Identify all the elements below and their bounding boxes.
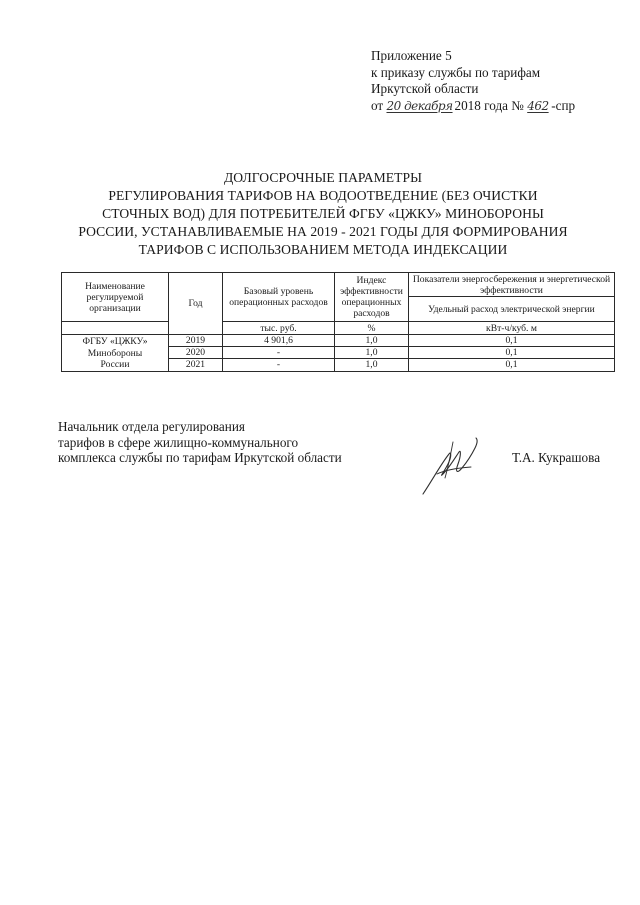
cell-index: 1,0	[335, 335, 409, 347]
cell-base: -	[223, 347, 335, 359]
cell-energy: 0,1	[409, 359, 615, 371]
signer-name: Т.А. Кукрашова	[512, 450, 601, 465]
unit-energy: кВт-ч/куб. м	[409, 322, 615, 335]
document-title	[58, 169, 588, 259]
appendix-date-line	[371, 98, 626, 115]
cell-index: 1,0	[335, 347, 409, 359]
handwritten-order-number: 462	[527, 98, 549, 113]
position-line-1: Начальник отдела регулирования	[58, 419, 245, 434]
header-energy-group: Показатели энергосбережения и энергетической эффективности	[409, 273, 615, 297]
parameters-table-wrapper	[61, 272, 614, 372]
appendix-region: Иркутской области	[371, 81, 479, 96]
position-line-3: комплекса службы по тарифам Иркутской области	[58, 450, 342, 465]
unit-org-empty	[62, 322, 169, 335]
table-row	[62, 335, 615, 347]
appendix-number-suffix: -спр	[551, 97, 576, 113]
org-name-line: ФГБУ «ЦЖКУ»	[82, 336, 148, 347]
header-year: Год	[169, 273, 223, 335]
unit-index: %	[335, 322, 409, 335]
cell-year: 2021	[169, 359, 223, 371]
cell-energy: 0,1	[409, 335, 615, 347]
appendix-block	[371, 48, 626, 114]
appendix-date-prefix: от	[371, 97, 384, 113]
cell-energy: 0,1	[409, 347, 615, 359]
cell-index: 1,0	[335, 359, 409, 371]
signature-icon	[415, 434, 490, 499]
header-base-level: Базовый уровень операционных расходов	[223, 273, 335, 322]
cell-base: -	[223, 359, 335, 371]
title-line-5: ТАРИФОВ С ИСПОЛЬЗОВАНИЕМ МЕТОДА ИНДЕКСАЦИИ	[138, 242, 508, 257]
signatory-position	[58, 419, 398, 466]
cell-year: 2020	[169, 347, 223, 359]
title-line-2: РЕГУЛИРОВАНИЯ ТАРИФОВ НА ВОДООТВЕДЕНИЕ (БЕЗ ОЧИСТКИ	[108, 188, 538, 203]
title-line-3: СТОЧНЫХ ВОД) ДЛЯ ПОТРЕБИТЕЛЕЙ ФГБУ «ЦЖКУ» МИНОБОРОНЫ	[102, 206, 544, 221]
parameters-table	[61, 272, 615, 372]
title-line-4: РОССИИ, УСТАНАВЛИВАЕМЫЕ НА 2019 - 2021 ГОДЫ ДЛЯ ФОРМИРОВАНИЯ	[78, 224, 568, 239]
cell-year: 2019	[169, 335, 223, 347]
org-name-cell	[62, 335, 169, 372]
header-efficiency-index: Индекс эффективности операционных расходов	[335, 273, 409, 322]
header-org: Наименование регулируемой организации	[62, 273, 169, 322]
unit-base: тыс. руб.	[223, 322, 335, 335]
handwritten-date: 20 декабря	[386, 98, 453, 113]
org-name-line: России	[100, 359, 130, 370]
cell-base: 4 901,6	[223, 335, 335, 347]
header-energy-consumption: Удельный расход электрической энергии	[409, 297, 615, 322]
appendix-number: Приложение 5	[371, 48, 452, 63]
appendix-order-ref: к приказу службы по тарифам	[371, 64, 541, 80]
position-line-2: тарифов в сфере жилищно-коммунального	[58, 434, 299, 450]
title-line-1: ДОЛГОСРОЧНЫЕ ПАРАМЕТРЫ	[223, 170, 423, 185]
appendix-year-text: 2018 года №	[454, 97, 524, 113]
org-name-line: Минобороны	[87, 347, 143, 359]
